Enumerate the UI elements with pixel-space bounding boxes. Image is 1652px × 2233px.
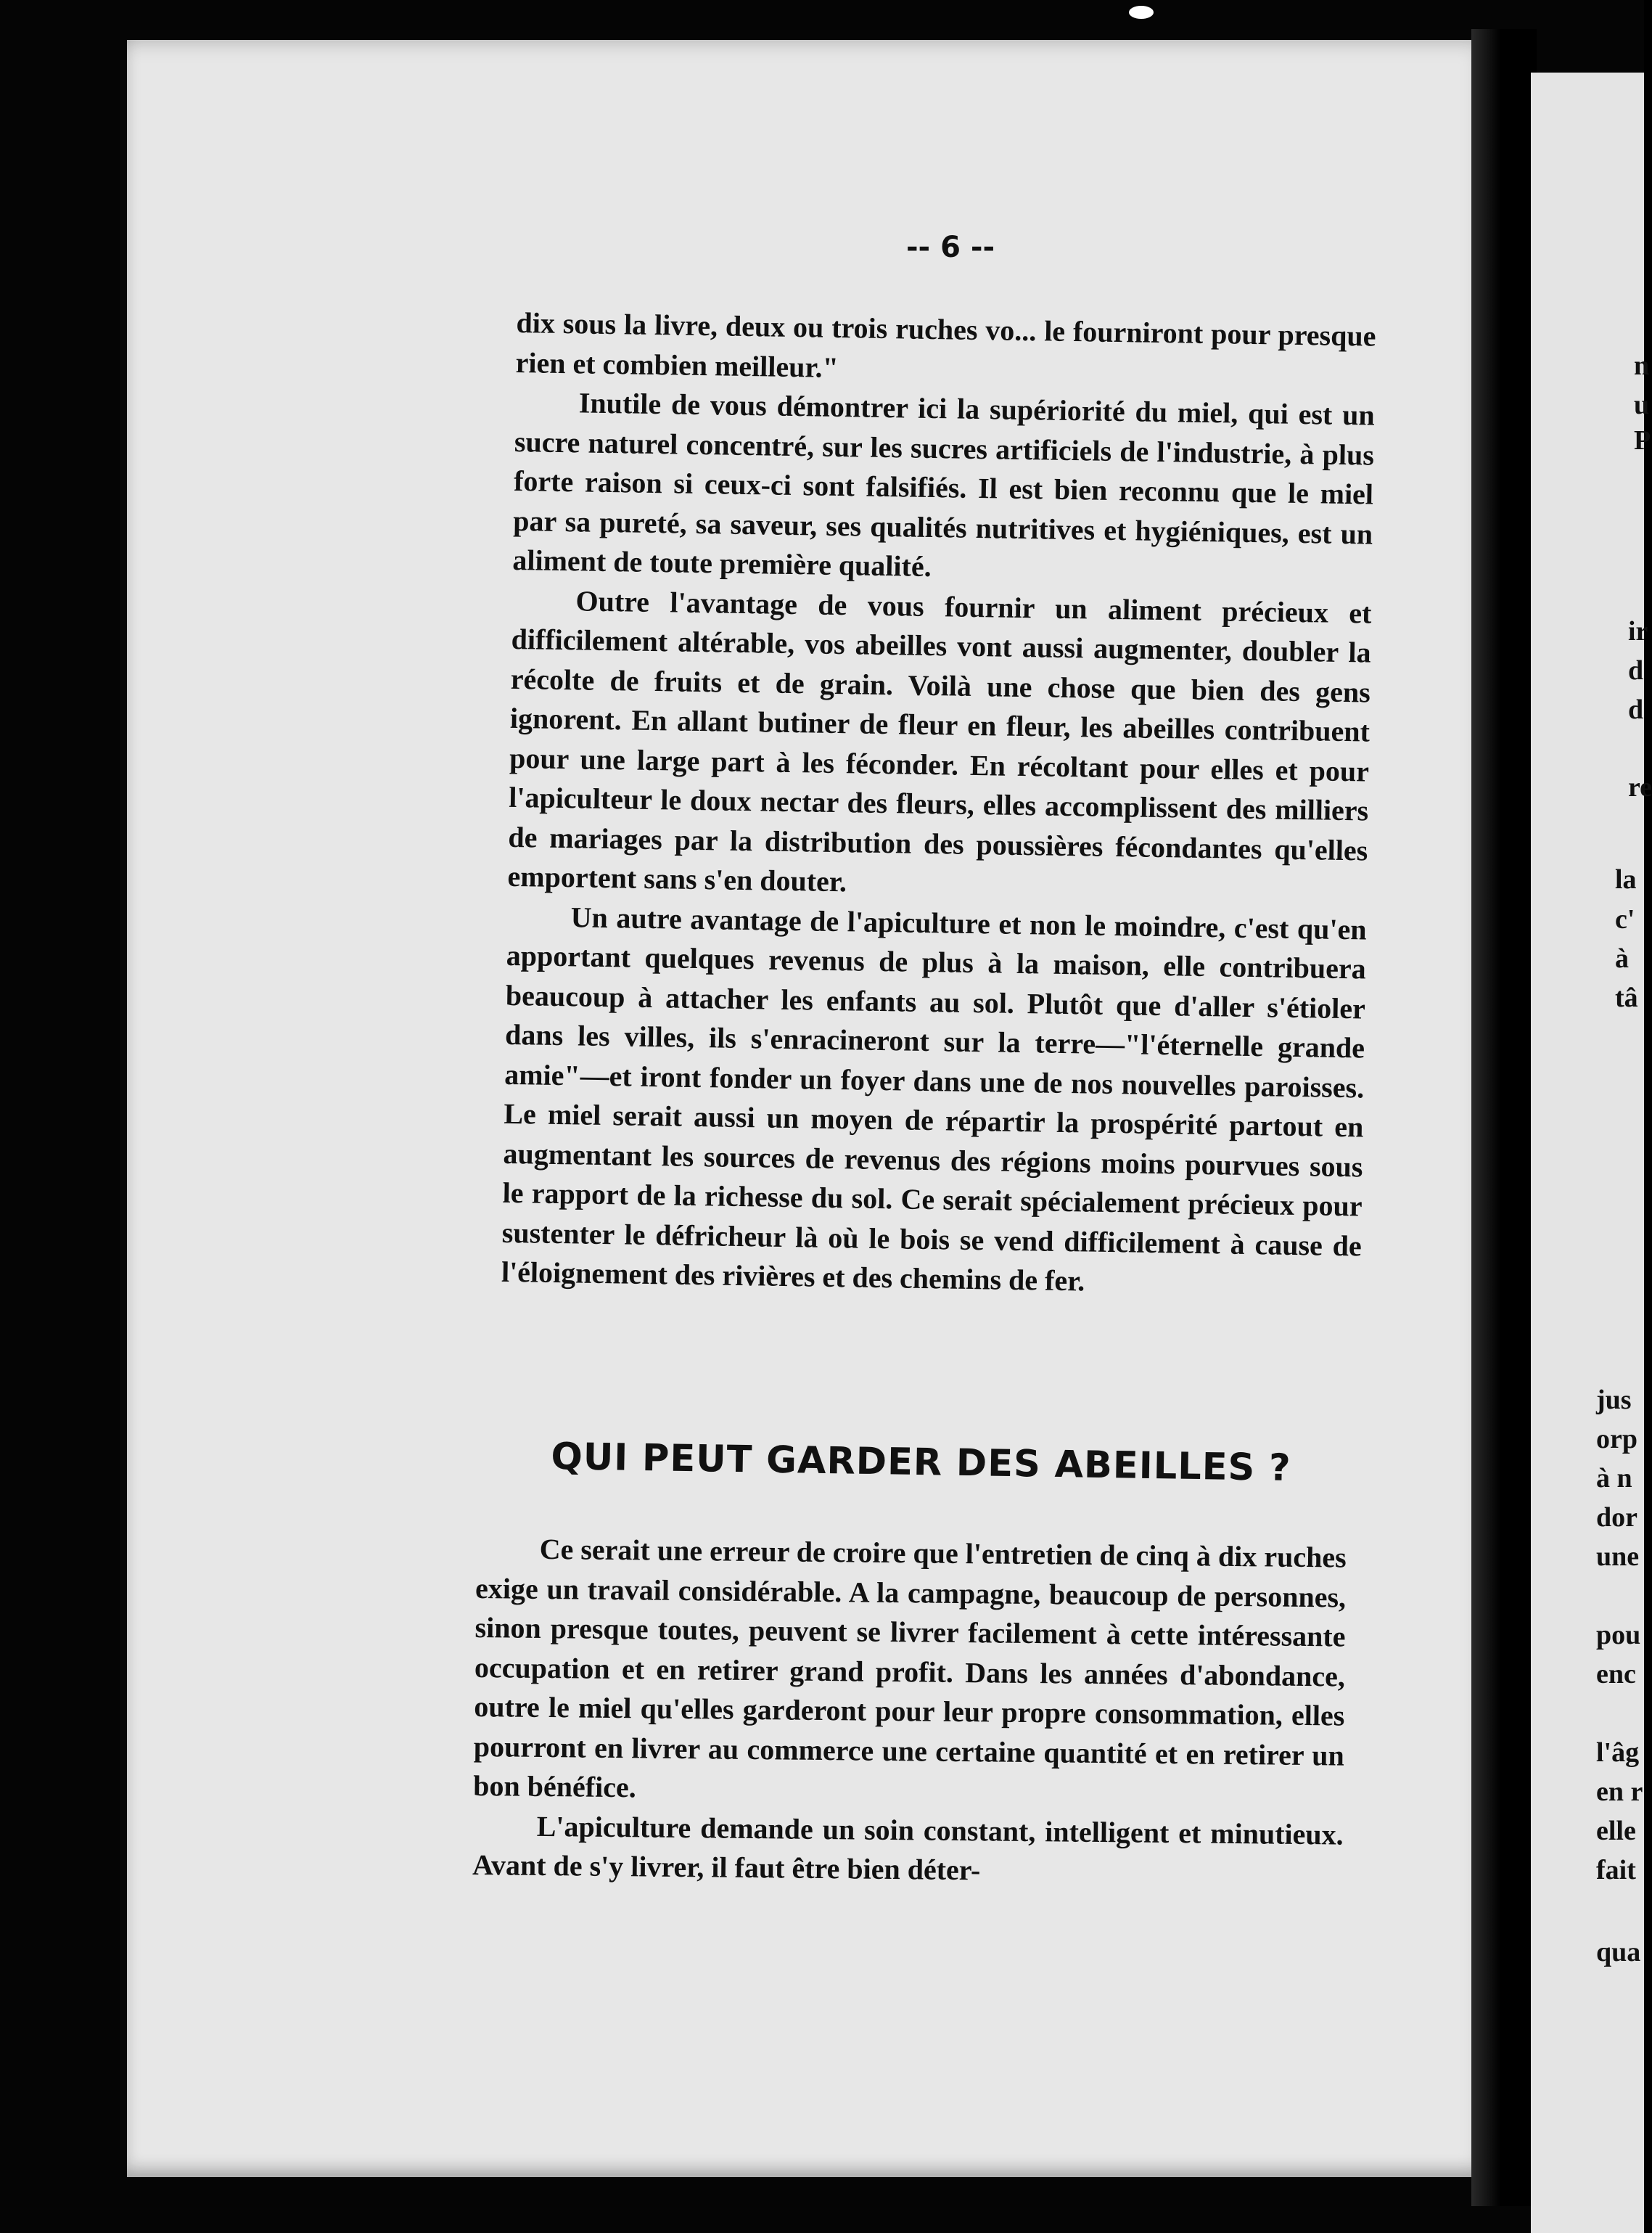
- section-heading: QUI PEUT GARDER DES ABEILLES ?: [551, 1435, 1292, 1491]
- fragment: d: [1628, 655, 1644, 686]
- paragraph: L'apiculture demande un soin constant, intelligent et minutieux. Avant de s'y livrer, il faut être bien déter-: [472, 1809, 1344, 1887]
- fragment: qua: [1596, 1937, 1641, 1967]
- paragraph: Inutile de vous démontrer ici la supériorité du miel, qui est un sucre naturel concentré, sur les sucres artificiels de l'industrie, à plus forte raison si ceux-ci sont falsifiés. Il est bien reconnu que le miel par sa pureté, sa saveur, ses qualités nutritives et hygiéniques, est un aliment de toute première qualité.: [512, 386, 1376, 583]
- fragment: re: [1628, 772, 1652, 803]
- fragment: dor: [1596, 1502, 1637, 1533]
- fragment: jus: [1596, 1385, 1632, 1415]
- fragment: l'âg: [1596, 1737, 1640, 1768]
- fragment: u: [1634, 390, 1650, 420]
- fragment: en r: [1596, 1777, 1643, 1807]
- fragment: elle: [1596, 1816, 1636, 1846]
- scan-speck: [1129, 6, 1154, 19]
- right-page-text-fragments: [1596, 0, 1652, 2233]
- fragment: pou: [1596, 1620, 1641, 1650]
- fragment: ir: [1628, 616, 1648, 647]
- fragment: la: [1615, 864, 1637, 895]
- fragment: tâ: [1615, 983, 1638, 1013]
- fragment: à n: [1596, 1463, 1632, 1494]
- page-number: -- 6 --: [905, 231, 995, 264]
- fragment: n: [1634, 351, 1650, 381]
- fragment: c': [1615, 904, 1635, 935]
- fragment: fait: [1596, 1855, 1636, 1885]
- fragment: à: [1615, 943, 1629, 974]
- section-text: [472, 1529, 1347, 1894]
- fragment: d: [1628, 695, 1644, 725]
- fragment: enc: [1596, 1659, 1636, 1689]
- fragment: une: [1596, 1541, 1640, 1572]
- paragraph: Ce serait une erreur de croire que l'entretien de cinq à dix ruches exige un travail considérable. A la campagne, beaucoup de personnes, sinon presque toutes, peuvent se livrer facilement à cette intéressante occupation et en retirer grand profit. Dans les années d'abondance, outre le miel qu'elles garderont pour leur propre consommation, elles pourront en livrer au commerce une certaine quantité et en retirer un bon bénéfice.: [473, 1532, 1347, 1804]
- paragraph: dix sous la livre, deux ou trois ruches vo... le fourniront pour presque rien et combien meilleur.": [515, 306, 1376, 384]
- body-text: [501, 303, 1376, 1306]
- paragraph: Outre l'avantage de vous fournir un aliment précieux et difficilement altérable, vos abeilles vont aussi augmenter, doubler la récolte de fruits et de grain. Voilà une chose que bien des gens ignorent. En allant butiner de fleur en fleur, les abeilles contribuent pour une large part à les féconder. En récoltant pour elles et pour l'apiculteur le doux nectar des fleurs, elles accomplissent des milliers de mariages par la distribution des poussières fécondantes qu'elles emportent sans s'en douter.: [507, 583, 1372, 898]
- book-gutter: [1471, 29, 1537, 2206]
- fragment: orp: [1596, 1424, 1637, 1454]
- fragment: P: [1634, 425, 1651, 456]
- paragraph: Un autre avantage de l'apiculture et non le moindre, c'est qu'en apportant quelques revenus de plus à la maison, elle contribuera beaucoup à attacher les enfants au sol. Plutôt que d'aller s'étioler dans les villes, ils s'enracineront sur la terre—"l'éternelle grande amie"—et iront fonder un foyer dans une de nos nouvelles paroisses. Le miel serait aussi un moyen de répartir la prospérité partout en augmentant les sources de revenus des régions moins pourvues sous le rapport de la richesse du sol. Ce serait spécialement précieux pour sustenter le défricheur là où le bois se vend difficilement à cause de l'éloignement des rivières et des chemins de fer.: [501, 900, 1367, 1298]
